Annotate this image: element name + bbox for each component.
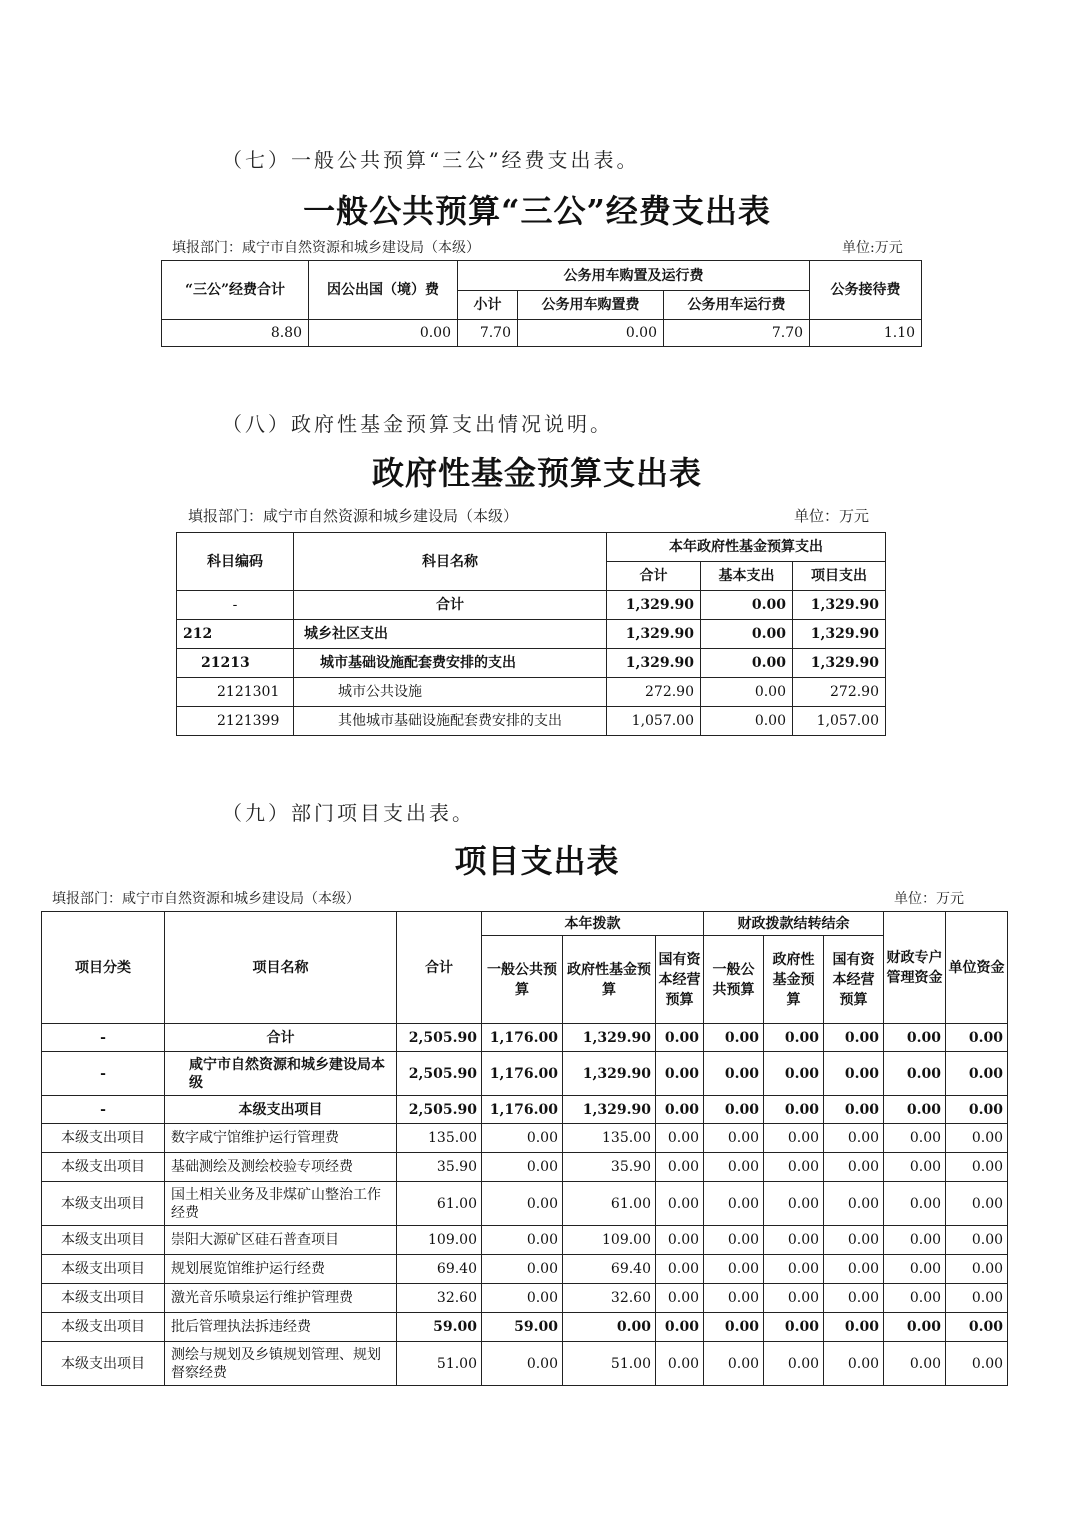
section-8-filler: 填报部门：咸宁市自然资源和城乡建设局（本级） <box>188 507 519 525</box>
cell-gf: 0.00 <box>563 1313 656 1342</box>
col-special-header: 财政专户管理资金 <box>884 912 946 1024</box>
cell-carry-gf: 0.00 <box>764 1313 824 1342</box>
cell-running: 7.70 <box>664 320 810 347</box>
table-row <box>42 1342 1008 1386</box>
cell-carry-sa: 0.00 <box>824 1226 884 1255</box>
cell-special: 0.00 <box>884 1052 946 1096</box>
cell-carry-gf: 0.00 <box>764 1096 824 1124</box>
section-7-unit: 单位:万元 <box>842 240 903 256</box>
cell-sa: 0.00 <box>656 1096 704 1124</box>
cell-special: 0.00 <box>884 1342 946 1386</box>
cell-special: 0.00 <box>884 1153 946 1182</box>
col-project-header: 项目支出 <box>793 562 886 591</box>
cell-carry-gf: 0.00 <box>764 1226 824 1255</box>
cell-sa: 0.00 <box>656 1024 704 1052</box>
table-row <box>42 1226 1008 1255</box>
cell-sa: 0.00 <box>656 1153 704 1182</box>
cell-carry-gp: 0.00 <box>704 1024 764 1052</box>
cell-sa: 0.00 <box>656 1342 704 1386</box>
cell-project: 1,329.90 <box>793 591 886 620</box>
section-7-filler: 填报部门：咸宁市自然资源和城乡建设局（本级） <box>172 240 480 256</box>
table-row <box>42 1052 1008 1096</box>
cell-carry-sa: 0.00 <box>824 1313 884 1342</box>
cell-total: 135.00 <box>397 1124 482 1153</box>
table-row <box>42 1182 1008 1226</box>
cell-total: 2,505.90 <box>397 1096 482 1124</box>
cell-category: 本级支出项目 <box>42 1342 165 1386</box>
cell-gf: 35.90 <box>563 1153 656 1182</box>
cell-sa: 0.00 <box>656 1284 704 1313</box>
cell-carry-gf: 0.00 <box>764 1255 824 1284</box>
cell-special: 0.00 <box>884 1182 946 1226</box>
cell-category: 本级支出项目 <box>42 1255 165 1284</box>
col-basic-header: 基本支出 <box>701 562 793 591</box>
cell-name: 城市基础设施配套费安排的支出 <box>294 649 607 678</box>
cell-unit-funds: 0.00 <box>946 1153 1008 1182</box>
cell-carry-gp: 0.00 <box>704 1124 764 1153</box>
cell-carry-gf: 0.00 <box>764 1153 824 1182</box>
cell-category: - <box>42 1024 165 1052</box>
col-carry-gp-header: 一般公共预算 <box>704 936 764 1024</box>
cell-basic: 0.00 <box>701 678 793 707</box>
col-name-header: 科目名称 <box>294 533 607 591</box>
cell-sa: 0.00 <box>656 1182 704 1226</box>
cell-total: 1,329.90 <box>607 620 701 649</box>
col-total-header: 合计 <box>397 912 482 1024</box>
cell-project-name: 本级支出项目 <box>165 1096 397 1124</box>
cell-total: 8.80 <box>162 320 309 347</box>
cell-carry-sa: 0.00 <box>824 1255 884 1284</box>
cell-special: 0.00 <box>884 1096 946 1124</box>
cell-carry-gp: 0.00 <box>704 1255 764 1284</box>
cell-project-name: 咸宁市自然资源和城乡建设局本级 <box>165 1052 397 1096</box>
cell-name: 其他城市基础设施配套费安排的支出 <box>294 707 607 736</box>
cell-total: 109.00 <box>397 1226 482 1255</box>
cell-carry-gf: 0.00 <box>764 1024 824 1052</box>
col-subtotal-header: 小计 <box>458 291 518 320</box>
cell-sa: 0.00 <box>656 1255 704 1284</box>
cell-carry-gp: 0.00 <box>704 1052 764 1096</box>
cell-unit-funds: 0.00 <box>946 1342 1008 1386</box>
cell-carry-gp: 0.00 <box>704 1096 764 1124</box>
section-8-unit: 单位：万元 <box>794 507 870 525</box>
section-8-heading: （八）政府性基金预算支出情况说明。 <box>222 412 613 436</box>
table-sankong <box>161 260 922 347</box>
col-running-header: 公务用车运行费 <box>664 291 810 320</box>
cell-gf: 1,329.90 <box>563 1024 656 1052</box>
cell-project-name: 国土相关业务及非煤矿山整治工作经费 <box>165 1182 397 1226</box>
cell-basic: 0.00 <box>701 649 793 678</box>
col-unit-funds-header: 单位资金 <box>946 912 1008 1024</box>
cell-project: 1,329.90 <box>793 620 886 649</box>
table-row <box>42 1096 1008 1124</box>
cell-project-name: 崇阳大源矿区硅石普查项目 <box>165 1226 397 1255</box>
cell-unit-funds: 0.00 <box>946 1052 1008 1096</box>
table-row <box>42 1024 1008 1052</box>
cell-total: 1,329.90 <box>607 591 701 620</box>
cell-carry-sa: 0.00 <box>824 1096 884 1124</box>
cell-code: 21213 <box>177 649 294 678</box>
cell-special: 0.00 <box>884 1284 946 1313</box>
col-group-current-header: 本年拨款 <box>482 912 704 936</box>
cell-category: 本级支出项目 <box>42 1124 165 1153</box>
section-8-title: 政府性基金预算支出表 <box>371 454 702 492</box>
cell-basic: 0.00 <box>701 620 793 649</box>
cell-project-name: 规划展览馆维护运行经费 <box>165 1255 397 1284</box>
table-row <box>177 678 886 707</box>
cell-sa: 0.00 <box>656 1052 704 1096</box>
cell-total: 69.40 <box>397 1255 482 1284</box>
cell-sa: 0.00 <box>656 1124 704 1153</box>
cell-gf: 61.00 <box>563 1182 656 1226</box>
cell-project: 1,329.90 <box>793 649 886 678</box>
cell-carry-gf: 0.00 <box>764 1052 824 1096</box>
table-row <box>177 591 886 620</box>
cell-gf: 1,329.90 <box>563 1052 656 1096</box>
cell-total: 61.00 <box>397 1182 482 1226</box>
table-row <box>177 649 886 678</box>
cell-code: 2121399 <box>177 707 294 736</box>
cell-carry-sa: 0.00 <box>824 1024 884 1052</box>
table-fund <box>176 532 886 736</box>
cell-category: 本级支出项目 <box>42 1153 165 1182</box>
cell-unit-funds: 0.00 <box>946 1226 1008 1255</box>
cell-carry-gp: 0.00 <box>704 1153 764 1182</box>
cell-name: 城市公共设施 <box>294 678 607 707</box>
table-projects <box>41 911 1008 1386</box>
cell-code: 2121301 <box>177 678 294 707</box>
cell-special: 0.00 <box>884 1124 946 1153</box>
table-row <box>42 1313 1008 1342</box>
col-sa-header: 国有资本经营预算 <box>656 936 704 1024</box>
cell-carry-sa: 0.00 <box>824 1342 884 1386</box>
col-total-header: “三公”经费合计 <box>162 261 309 320</box>
cell-carry-sa: 0.00 <box>824 1124 884 1153</box>
cell-gf: 51.00 <box>563 1342 656 1386</box>
cell-unit-funds: 0.00 <box>946 1313 1008 1342</box>
cell-name: 合计 <box>294 591 607 620</box>
col-carry-sa-header: 国有资本经营预算 <box>824 936 884 1024</box>
cell-special: 0.00 <box>884 1226 946 1255</box>
cell-gp: 0.00 <box>482 1153 563 1182</box>
cell-carry-gp: 0.00 <box>704 1226 764 1255</box>
section-7-title: 一般公共预算“三公”经费支出表 <box>303 192 771 230</box>
cell-total: 59.00 <box>397 1313 482 1342</box>
table-row <box>162 320 922 347</box>
cell-carry-gp: 0.00 <box>704 1342 764 1386</box>
section-9-unit: 单位：万元 <box>894 891 964 907</box>
cell-unit-funds: 0.00 <box>946 1255 1008 1284</box>
cell-category: 本级支出项目 <box>42 1182 165 1226</box>
col-abroad-header: 因公出国（境）费 <box>309 261 458 320</box>
col-group-header: 本年政府性基金预算支出 <box>607 533 886 562</box>
cell-name: 城乡社区支出 <box>294 620 607 649</box>
cell-subtotal: 7.70 <box>458 320 518 347</box>
section-7-heading: （七）一般公共预算“三公”经费支出表。 <box>222 148 640 172</box>
cell-gf: 1,329.90 <box>563 1096 656 1124</box>
table-row <box>42 1284 1008 1313</box>
cell-carry-sa: 0.00 <box>824 1284 884 1313</box>
cell-unit-funds: 0.00 <box>946 1024 1008 1052</box>
table-row <box>177 620 886 649</box>
cell-carry-gf: 0.00 <box>764 1182 824 1226</box>
cell-special: 0.00 <box>884 1024 946 1052</box>
cell-carry-sa: 0.00 <box>824 1153 884 1182</box>
cell-project-name: 测绘与规划及乡镇规划管理、规划督察经费 <box>165 1342 397 1386</box>
cell-carry-sa: 0.00 <box>824 1182 884 1226</box>
cell-total: 2,505.90 <box>397 1052 482 1096</box>
col-gp-header: 一般公共预算 <box>482 936 563 1024</box>
cell-basic: 0.00 <box>701 707 793 736</box>
cell-carry-gp: 0.00 <box>704 1313 764 1342</box>
cell-gp: 0.00 <box>482 1255 563 1284</box>
cell-purchase: 0.00 <box>518 320 664 347</box>
cell-category: - <box>42 1096 165 1124</box>
cell-gp: 1,176.00 <box>482 1052 563 1096</box>
cell-unit-funds: 0.00 <box>946 1182 1008 1226</box>
cell-category: 本级支出项目 <box>42 1284 165 1313</box>
cell-sa: 0.00 <box>656 1226 704 1255</box>
cell-abroad: 0.00 <box>309 320 458 347</box>
cell-carry-gp: 0.00 <box>704 1182 764 1226</box>
cell-basic: 0.00 <box>701 591 793 620</box>
cell-total: 35.90 <box>397 1153 482 1182</box>
cell-gp: 1,176.00 <box>482 1096 563 1124</box>
cell-project-name: 合计 <box>165 1024 397 1052</box>
cell-gf: 109.00 <box>563 1226 656 1255</box>
cell-gf: 32.60 <box>563 1284 656 1313</box>
cell-total: 51.00 <box>397 1342 482 1386</box>
cell-total: 32.60 <box>397 1284 482 1313</box>
cell-unit-funds: 0.00 <box>946 1124 1008 1153</box>
cell-project: 272.90 <box>793 678 886 707</box>
cell-project-name: 激光音乐喷泉运行维护管理费 <box>165 1284 397 1313</box>
cell-carry-gf: 0.00 <box>764 1124 824 1153</box>
cell-code: - <box>177 591 294 620</box>
cell-project-name: 基础测绘及测绘校验专项经费 <box>165 1153 397 1182</box>
cell-carry-gf: 0.00 <box>764 1284 824 1313</box>
cell-category: - <box>42 1052 165 1096</box>
cell-total: 2,505.90 <box>397 1024 482 1052</box>
cell-gp: 0.00 <box>482 1342 563 1386</box>
cell-carry-sa: 0.00 <box>824 1052 884 1096</box>
col-gf-header: 政府性基金预算 <box>563 936 656 1024</box>
table-row <box>42 1255 1008 1284</box>
section-9-heading: （九）部门项目支出表。 <box>222 801 475 825</box>
col-reception-header: 公务接待费 <box>810 261 922 320</box>
cell-project-name: 数字咸宁馆维护运行管理费 <box>165 1124 397 1153</box>
section-9-filler: 填报部门：咸宁市自然资源和城乡建设局（本级） <box>52 891 360 907</box>
table-row <box>42 1153 1008 1182</box>
cell-project-name: 批后管理执法拆违经费 <box>165 1313 397 1342</box>
col-vehicle-header: 公务用车购置及运行费 <box>458 261 810 291</box>
col-carry-gf-header: 政府性基金预算 <box>764 936 824 1024</box>
col-code-header: 科目编码 <box>177 533 294 591</box>
cell-special: 0.00 <box>884 1255 946 1284</box>
col-group-carryover-header: 财政拨款结转结余 <box>704 912 884 936</box>
cell-unit-funds: 0.00 <box>946 1284 1008 1313</box>
cell-total: 272.90 <box>607 678 701 707</box>
cell-project: 1,057.00 <box>793 707 886 736</box>
cell-gp: 0.00 <box>482 1284 563 1313</box>
section-9-title: 项目支出表 <box>454 842 620 880</box>
table-row <box>177 707 886 736</box>
cell-special: 0.00 <box>884 1313 946 1342</box>
col-name-header: 项目名称 <box>165 912 397 1024</box>
cell-reception: 1.10 <box>810 320 922 347</box>
cell-sa: 0.00 <box>656 1313 704 1342</box>
cell-gp: 0.00 <box>482 1182 563 1226</box>
cell-category: 本级支出项目 <box>42 1226 165 1255</box>
cell-gf: 135.00 <box>563 1124 656 1153</box>
cell-unit-funds: 0.00 <box>946 1096 1008 1124</box>
cell-gf: 69.40 <box>563 1255 656 1284</box>
cell-total: 1,057.00 <box>607 707 701 736</box>
cell-gp: 0.00 <box>482 1124 563 1153</box>
cell-gp: 1,176.00 <box>482 1024 563 1052</box>
cell-gp: 59.00 <box>482 1313 563 1342</box>
col-purchase-header: 公务用车购置费 <box>518 291 664 320</box>
cell-total: 1,329.90 <box>607 649 701 678</box>
cell-gp: 0.00 <box>482 1226 563 1255</box>
cell-category: 本级支出项目 <box>42 1313 165 1342</box>
col-total-header: 合计 <box>607 562 701 591</box>
cell-code: 212 <box>177 620 294 649</box>
table-row <box>42 1124 1008 1153</box>
col-category-header: 项目分类 <box>42 912 165 1024</box>
cell-carry-gf: 0.00 <box>764 1342 824 1386</box>
cell-carry-gp: 0.00 <box>704 1284 764 1313</box>
